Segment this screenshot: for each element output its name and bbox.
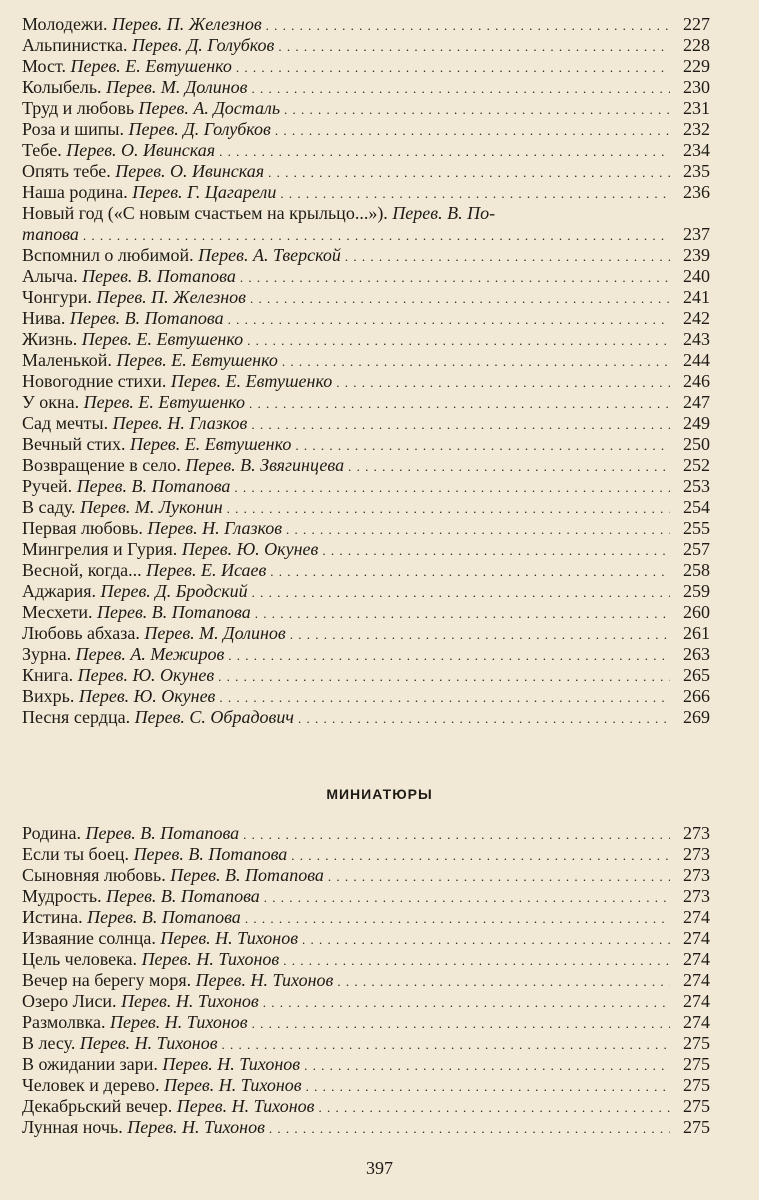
toc-entry-translator: Перев. Ю. Окунев (181, 539, 319, 559)
toc-entry-title: Возвращение в село. (22, 455, 181, 475)
toc-entry (22, 308, 710, 329)
toc-entry-translator: Перев. Е. Евтушенко (170, 371, 333, 391)
toc-entry-title: Вечный стих. (22, 434, 126, 454)
toc-entry-page: 255 (683, 518, 710, 538)
toc-leader-dots (218, 665, 670, 687)
toc-entry-title: Озеро Лиси. (22, 991, 117, 1011)
toc-entry-wrapped (22, 203, 710, 245)
toc-entry-title: Мингрелия и Гурия. (22, 539, 178, 559)
toc-entry-page: 265 (683, 665, 710, 685)
toc-entry-translator: Перев. Н. Тихонов (176, 1096, 315, 1116)
toc-entry (22, 455, 710, 476)
toc-entry-text (22, 970, 333, 991)
toc-leader-dots (252, 1012, 670, 1034)
toc-entry-title: Сад мечты. (22, 413, 109, 433)
toc-entry-text (22, 665, 214, 686)
section-title-miniatures: МИНИАТЮРЫ (326, 786, 433, 802)
toc-entry-text (22, 35, 274, 56)
toc-entry-translator: Перев. В. Потапова (170, 865, 324, 885)
toc-leader-dots (295, 434, 670, 456)
toc-entry-text (22, 308, 224, 329)
toc-entry-translator-cont: тапова (22, 224, 79, 244)
toc-entry-page: 229 (683, 56, 710, 76)
toc-entry (22, 907, 710, 928)
toc-entry-page: 274 (683, 991, 710, 1011)
toc-entry-translator: Перев. В. Потапова (85, 823, 240, 843)
toc-entry-page: 241 (683, 287, 710, 307)
toc-leader-dots (251, 413, 670, 435)
toc-entry-translator: Перев. В. Потапова (87, 907, 241, 927)
toc-entry-text (22, 823, 239, 844)
toc-entry (22, 707, 710, 728)
toc-entry-title: Новогодние стихи. (22, 371, 167, 391)
toc-leader-dots (263, 991, 670, 1013)
toc-entry-page: 249 (683, 413, 710, 433)
toc-leader-dots (251, 77, 670, 99)
toc-section-poems (22, 14, 710, 728)
toc-entry-page: 269 (683, 707, 710, 727)
toc-entry-translator: Перев. Д. Голубков (128, 119, 271, 139)
toc-entry-text (22, 140, 215, 161)
toc-leader-dots (284, 98, 670, 120)
toc-leader-dots (280, 182, 670, 204)
toc-entry-text (22, 865, 324, 886)
toc-entry-title: Книга. (22, 665, 74, 685)
toc-leader-dots (245, 907, 670, 929)
toc-entry-page: 244 (683, 350, 710, 370)
toc-entry-translator: Перев. О. Ивинская (66, 140, 216, 160)
toc-entry-page: 246 (683, 371, 710, 391)
toc-leader-dots (222, 1033, 670, 1055)
toc-entry (22, 266, 710, 287)
toc-entry-translator: Перев. Н. Тихонов (163, 1075, 302, 1095)
toc-entry-text (22, 14, 262, 35)
toc-entry-page: 228 (683, 35, 710, 55)
toc-entry-text (22, 1075, 302, 1096)
toc-leader-dots (336, 371, 670, 393)
toc-entry (22, 1096, 710, 1117)
toc-entry-text (22, 928, 298, 949)
toc-entry (22, 1012, 710, 1033)
toc-leader-dots (298, 707, 670, 729)
toc-entry-title: Маленькой. (22, 350, 112, 370)
toc-entry-title: Вечер на берегу моря. (22, 970, 192, 990)
page-number: 397 (366, 1158, 393, 1178)
toc-entry-text (22, 350, 278, 371)
toc-entry-title: Труд и любовь (22, 98, 135, 118)
toc-leader-dots (269, 1117, 670, 1139)
toc-entry (22, 77, 710, 98)
toc-entry (22, 140, 710, 161)
toc-entry (22, 865, 710, 886)
toc-entry (22, 287, 710, 308)
toc-entry-translator: Перев. Н. Тихонов (195, 970, 334, 990)
toc-entry (22, 581, 710, 602)
toc-entry-page: 275 (683, 1054, 710, 1074)
toc-entry (22, 949, 710, 970)
toc-entry-translator: Перев. В. Потапова (82, 266, 236, 286)
toc-entry-title: Жизнь. (22, 329, 78, 349)
toc-entry-page: 259 (683, 581, 710, 601)
toc-entry (22, 350, 710, 371)
toc-entry-page: 235 (683, 161, 710, 181)
toc-entry-title: Сыновняя любовь. (22, 865, 166, 885)
toc-entry-translator: Перев. Н. Тихонов (121, 991, 259, 1011)
toc-entry-page: 252 (683, 455, 710, 475)
toc-leader-dots (234, 476, 670, 498)
toc-entry-page: 231 (683, 98, 710, 118)
toc-entry-translator: Перев. Е. Исаев (146, 560, 267, 580)
toc-entry-title: Молодежи. (22, 14, 108, 34)
toc-entry-translator: Перев. В. Потапова (133, 844, 288, 864)
toc-entry-translator: Перев. Д. Голубков (132, 35, 275, 55)
toc-entry-title: Новый год («С новым счастьем на крыльцо...»). (22, 203, 388, 223)
toc-entry-translator: Перев. Е. Евтушенко (129, 434, 292, 454)
toc-entry-title: Ручей. (22, 476, 73, 496)
toc-entry (22, 182, 710, 203)
toc-entry-text (22, 602, 251, 623)
toc-entry-text (22, 991, 259, 1012)
toc-entry-title: Месхети. (22, 602, 93, 622)
toc-entry (22, 686, 710, 707)
toc-entry-text (22, 161, 264, 182)
toc-entry-page: 261 (683, 623, 710, 643)
toc-entry (22, 560, 710, 581)
toc-entry-text (22, 949, 279, 970)
toc-entry-translator: Перев. Д. Бродский (100, 581, 248, 601)
toc-entry (22, 518, 710, 539)
toc-entry (22, 1117, 710, 1138)
toc-entry-text (22, 560, 266, 581)
toc-entry (22, 644, 710, 665)
toc-entry-page: 274 (683, 949, 710, 969)
toc-leader-dots (345, 245, 670, 267)
toc-entry-title: Аджария. (22, 581, 96, 601)
toc-leader-dots (286, 518, 670, 540)
toc-entry (22, 844, 710, 865)
toc-entry-text (22, 707, 294, 728)
toc-entry-page: 274 (683, 970, 710, 990)
toc-entry-translator: Перев. В. По- (392, 203, 496, 223)
toc-entry (22, 623, 710, 644)
toc-entry-translator: Перев. Г. Цагарели (132, 182, 277, 202)
toc-entry-text (22, 392, 245, 413)
toc-entry-page: 230 (683, 77, 710, 97)
toc-leader-dots (252, 581, 670, 603)
toc-entry-title: Вспомнил о любимой. (22, 245, 194, 265)
toc-entry-text (22, 844, 287, 865)
toc-entry-title: У окна. (22, 392, 80, 412)
toc-entry-text (22, 56, 232, 77)
toc-entry-text (22, 1117, 265, 1138)
toc-entry-page: 227 (683, 14, 710, 34)
toc-entry (22, 928, 710, 949)
toc-entry-text (22, 329, 243, 350)
toc-leader-dots (228, 308, 670, 330)
toc-entry (22, 497, 710, 518)
toc-entry-page: 266 (683, 686, 710, 706)
toc-leader-dots (328, 865, 670, 887)
toc-entry-translator: Перев. А. Тверской (198, 245, 341, 265)
toc-entry-text (22, 1054, 300, 1075)
toc-entry (22, 665, 710, 686)
toc-entry-title: Мудрость. (22, 886, 102, 906)
toc-leader-dots (268, 161, 670, 183)
toc-entry-text (22, 182, 276, 203)
toc-leader-dots (318, 1096, 670, 1118)
toc-entry-translator: Перев. Е. Евтушенко (70, 56, 232, 76)
toc-leader-dots (290, 623, 670, 645)
toc-entry-translator: Перев. В. Потапова (76, 476, 231, 496)
toc-leader-dots (255, 602, 670, 624)
toc-entry-text (22, 907, 241, 928)
toc-entry-text (22, 77, 247, 98)
toc-entry-text (22, 413, 247, 434)
toc-entry-title: Первая любовь. (22, 518, 143, 538)
toc-entry-page: 260 (683, 602, 710, 622)
toc-entry-text (22, 371, 332, 392)
toc-entry-page: 273 (683, 844, 710, 864)
toc-entry-translator: Перев. А. Досталь (138, 98, 281, 118)
toc-entry-title: Мост. (22, 56, 67, 76)
toc-entry (22, 14, 710, 35)
toc-entry-page: 273 (683, 865, 710, 885)
toc-entry-title: Декабрьский вечер. (22, 1096, 173, 1116)
toc-entry-page: 242 (683, 308, 710, 328)
toc-entry-title: Изваяние солнца. (22, 928, 156, 948)
toc-entry-page: 240 (683, 266, 710, 286)
toc-entry (22, 35, 710, 56)
toc-leader-dots (302, 928, 670, 950)
toc-entry-title: Альпинистка. (22, 35, 128, 55)
toc-entry-text (22, 119, 271, 140)
toc-leader-dots (266, 14, 670, 36)
toc-entry-text (22, 455, 344, 476)
toc-entry-page: 239 (683, 245, 710, 265)
toc-entry-page: 236 (683, 182, 710, 202)
toc-entry (22, 161, 710, 182)
toc-entry-translator: Перев. О. Ивинская (115, 161, 265, 181)
toc-entry-page: 274 (683, 1012, 710, 1032)
toc-entry-text (22, 245, 341, 266)
toc-entry-text (22, 1012, 248, 1033)
toc-entry (22, 886, 710, 907)
toc-entry-title: В ожидании зари. (22, 1054, 158, 1074)
toc-leader-dots (250, 287, 670, 309)
toc-entry-translator: Перев. Е. Евтушенко (116, 350, 278, 370)
toc-entry-text (22, 287, 246, 308)
toc-leader-dots (283, 949, 670, 971)
toc-entry-translator: Перев. Н. Тихонов (160, 928, 299, 948)
toc-entry-translator: Перев. М. Долинов (144, 623, 286, 643)
toc-leader-dots (264, 886, 670, 908)
toc-entry-translator: Перев. Е. Евтушенко (81, 329, 244, 349)
toc-entry-translator: Перев. М. Долинов (106, 77, 248, 97)
toc-entry-text (22, 476, 230, 497)
toc-entry-page: 254 (683, 497, 710, 517)
toc-entry (22, 970, 710, 991)
toc-entry-page: 247 (683, 392, 710, 412)
toc-entry (22, 371, 710, 392)
toc-entry-title: В саду. (22, 497, 76, 517)
toc-entry (22, 392, 710, 413)
toc-entry-page: 275 (683, 1096, 710, 1116)
toc-entry-translator: Перев. Н. Тихонов (79, 1033, 218, 1053)
toc-entry-title: Человек и дерево. (22, 1075, 160, 1095)
toc-entry-translator: Перев. А. Межиров (75, 644, 225, 664)
toc-leader-dots (278, 35, 670, 57)
toc-entry-translator: Перев. Н. Тихонов (109, 1012, 248, 1032)
toc-entry-title: Тебе. (22, 140, 62, 160)
toc-entry (22, 98, 710, 119)
toc-entry-title: Чонгури. (22, 287, 92, 307)
toc-leader-dots (275, 119, 670, 141)
toc-entry (22, 1033, 710, 1054)
toc-entry-page: 234 (683, 140, 710, 160)
toc-entry-title: Истина. (22, 907, 83, 927)
toc-entry-page: 257 (683, 539, 710, 559)
toc-entry-translator: Перев. Н. Тихонов (141, 949, 280, 969)
toc-entry-title: Размолвка. (22, 1012, 106, 1032)
toc-entry (22, 1075, 710, 1096)
toc-entry-translator: Перев. В. Потапова (106, 886, 260, 906)
toc-entry-title: Зурна. (22, 644, 72, 664)
toc-leader-dots (219, 686, 670, 708)
toc-entry-line2 (22, 224, 710, 245)
toc-entry-page: 275 (683, 1117, 710, 1137)
toc-entry-text (22, 266, 236, 287)
toc-entry-text (22, 623, 286, 644)
toc-entry-translator: Перев. Н. Глазков (147, 518, 283, 538)
toc-entry-page: 263 (683, 644, 710, 664)
toc-entry-page: 253 (683, 476, 710, 496)
toc-leader-dots (270, 560, 670, 582)
toc-entry (22, 434, 710, 455)
toc-entry-title: Наша родина. (22, 182, 128, 202)
toc-entry-title: Родина. (22, 823, 81, 843)
toc-entry-title: Лунная ночь. (22, 1117, 123, 1137)
toc-entry-title: Цель человека. (22, 949, 138, 969)
toc-entry-text (22, 686, 215, 707)
toc-leader-dots (322, 539, 670, 561)
toc-entry-page: 243 (683, 329, 710, 349)
toc-entry-title: Опять тебе. (22, 161, 111, 181)
toc-entry (22, 56, 710, 77)
toc-entry-page: 232 (683, 119, 710, 139)
toc-entry-line1 (22, 203, 710, 224)
toc-leader-dots (306, 1075, 670, 1097)
toc-leader-dots (83, 224, 670, 246)
toc-entry-page: 273 (683, 823, 710, 843)
toc-entry-translator: Перев. С. Обрадович (134, 707, 294, 727)
toc-entry-title: Колыбель. (22, 77, 102, 97)
toc-entry-text (22, 1096, 314, 1117)
toc-leader-dots (243, 823, 670, 845)
toc-entry (22, 602, 710, 623)
toc-leader-dots (227, 497, 670, 519)
toc-entry-page: 258 (683, 560, 710, 580)
toc-entry-translator: Перев. В. Потапова (69, 308, 224, 328)
toc-entry-page: 274 (683, 928, 710, 948)
toc-entry-translator: Перев. Е. Евтушенко (83, 392, 246, 412)
toc-leader-dots (337, 970, 670, 992)
toc-entry (22, 823, 710, 844)
toc-entry-translator: Перев. Н. Глазков (112, 413, 248, 433)
toc-entry (22, 413, 710, 434)
toc-entry-translator: Перев. Н. Тихонов (127, 1117, 265, 1137)
toc-section-miniatures (22, 823, 710, 1138)
toc-entry-translator: Перев. П. Железнов (96, 287, 246, 307)
toc-entry (22, 991, 710, 1012)
toc-entry-title: Роза и шипы. (22, 119, 125, 139)
toc-entry-translator: Перев. Ю. Окунев (78, 686, 216, 706)
toc-entry-title: Если ты боец. (22, 844, 130, 864)
toc-entry-title: Песня сердца. (22, 707, 131, 727)
toc-entry-translator: Перев. М. Луконин (80, 497, 223, 517)
toc-entry-title: Любовь абхаза. (22, 623, 140, 643)
toc-leader-dots (304, 1054, 670, 1076)
toc-entry-translator: Перев. В. Звягинцева (185, 455, 345, 475)
toc-leader-dots (282, 350, 670, 372)
toc-entry-title: Алыча. (22, 266, 78, 286)
toc-entry-page: 273 (683, 886, 710, 906)
toc-leader-dots (291, 844, 670, 866)
toc-entry-title: В лесу. (22, 1033, 76, 1053)
toc-entry-page: 274 (683, 907, 710, 927)
toc-entry-text (22, 886, 260, 907)
toc-entry-page: 275 (683, 1033, 710, 1053)
toc-leader-dots (219, 140, 670, 162)
toc-entry (22, 476, 710, 497)
toc-entry-text (22, 518, 282, 539)
toc-entry (22, 539, 710, 560)
toc-entry (22, 119, 710, 140)
toc-leader-dots (236, 56, 670, 78)
toc-leader-dots (247, 329, 670, 351)
toc-entry-translator: Перев. В. Потапова (97, 602, 251, 622)
toc-entry-text (22, 539, 318, 560)
toc-entry (22, 329, 710, 350)
toc-entry (22, 245, 710, 266)
toc-entry-translator: Перев. Ю. Окунев (77, 665, 215, 685)
toc-entry-text (22, 1033, 218, 1054)
toc-leader-dots (228, 644, 670, 666)
toc-entry-title: Нива. (22, 308, 66, 328)
toc-entry-text (22, 98, 280, 119)
toc-entry-title: Вихрь. (22, 686, 75, 706)
toc-entry-translator: Перев. П. Железнов (112, 14, 262, 34)
toc-entry-page: 237 (683, 224, 710, 244)
toc-leader-dots (348, 455, 670, 477)
toc-entry-text (22, 434, 291, 455)
toc-entry (22, 1054, 710, 1075)
toc-leader-dots (249, 392, 670, 414)
toc-entry-translator: Перев. Н. Тихонов (162, 1054, 301, 1074)
toc-entry-text (22, 497, 223, 518)
toc-entry-text (22, 581, 248, 602)
toc-entry-page: 250 (683, 434, 710, 454)
toc-leader-dots (240, 266, 670, 288)
toc-entry-title: Весной, когда... (22, 560, 142, 580)
toc-entry-text (22, 644, 224, 665)
toc-entry-page: 275 (683, 1075, 710, 1095)
